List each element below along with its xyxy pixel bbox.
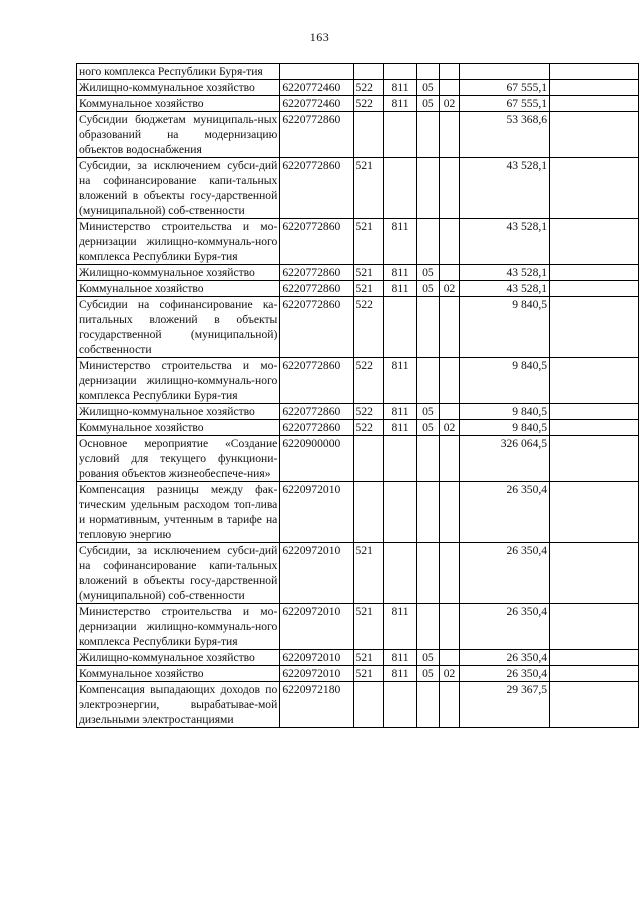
- row-name: Коммунальное хозяйство: [77, 96, 280, 112]
- row-amount: 26 350,4: [460, 482, 550, 543]
- row-code: 6220772860: [280, 404, 353, 420]
- row-expense-type: 522: [353, 420, 383, 436]
- table-row: [77, 650, 639, 666]
- row-code: 6220772460: [280, 80, 353, 96]
- row-subsection: [439, 543, 460, 604]
- row-extra: [550, 604, 639, 650]
- row-subsection: [439, 80, 460, 96]
- row-expense-type: [353, 436, 383, 482]
- row-name: Коммунальное хозяйство: [77, 666, 280, 682]
- row-ministry: 811: [383, 666, 416, 682]
- row-section: 05: [417, 404, 440, 420]
- row-ministry: [383, 112, 416, 158]
- row-subsection: [439, 604, 460, 650]
- row-name: Коммунальное хозяйство: [77, 420, 280, 436]
- row-extra: [550, 404, 639, 420]
- table-row: [77, 96, 639, 112]
- row-extra: [550, 358, 639, 404]
- row-amount: 67 555,1: [460, 80, 550, 96]
- row-section: 05: [417, 420, 440, 436]
- row-expense-type: 522: [353, 404, 383, 420]
- row-section: 05: [417, 80, 440, 96]
- row-ministry: [383, 64, 416, 80]
- row-ministry: [383, 543, 416, 604]
- row-amount: 29 367,5: [460, 682, 550, 728]
- row-section: [417, 604, 440, 650]
- row-code: 6220772860: [280, 420, 353, 436]
- row-code: 6220772860: [280, 219, 353, 265]
- row-code: 6220972010: [280, 604, 353, 650]
- row-section: [417, 297, 440, 358]
- row-ministry: 811: [383, 650, 416, 666]
- row-name: Компенсация разницы между фак-тическим удельным расходом топ-лива и нормативным, учтенным в тарифе на тепловую энергию: [77, 482, 280, 543]
- table-row: [77, 219, 639, 265]
- row-name: Жилищно-коммунальное хозяйство: [77, 650, 280, 666]
- row-ministry: 811: [383, 281, 416, 297]
- row-amount: 9 840,5: [460, 358, 550, 404]
- row-subsection: 02: [439, 666, 460, 682]
- row-subsection: [439, 219, 460, 265]
- row-extra: [550, 666, 639, 682]
- row-code: 6220772460: [280, 96, 353, 112]
- row-expense-type: [353, 112, 383, 158]
- row-subsection: [439, 436, 460, 482]
- table-row: [77, 404, 639, 420]
- row-expense-type: 522: [353, 80, 383, 96]
- row-extra: [550, 281, 639, 297]
- row-section: [417, 682, 440, 728]
- row-extra: [550, 80, 639, 96]
- row-name: Жилищно-коммунальное хозяйство: [77, 80, 280, 96]
- row-name: Субсидии, за исключением субси-дий на софинансирование капи-тальных вложений в объекты госу-дарственной (муниципальной) соб-ственности: [77, 543, 280, 604]
- row-subsection: [439, 358, 460, 404]
- row-amount: 43 528,1: [460, 281, 550, 297]
- row-extra: [550, 682, 639, 728]
- row-name: Жилищно-коммунальное хозяйство: [77, 265, 280, 281]
- row-name: Основное мероприятие «Создание условий для текущего функциони-рования объектов жизнеобеспече-ния»: [77, 436, 280, 482]
- row-ministry: 811: [383, 358, 416, 404]
- row-name: Министерство строительства и мо-дернизации жилищно-коммуналь-ного комплекса Республики Буря-тия: [77, 219, 280, 265]
- row-extra: [550, 297, 639, 358]
- row-extra: [550, 650, 639, 666]
- row-extra: [550, 96, 639, 112]
- row-amount: 26 350,4: [460, 666, 550, 682]
- row-amount: 43 528,1: [460, 158, 550, 219]
- row-amount: 9 840,5: [460, 297, 550, 358]
- row-section: [417, 358, 440, 404]
- table-row: [77, 80, 639, 96]
- row-code: 6220972010: [280, 482, 353, 543]
- row-code: 6220772860: [280, 158, 353, 219]
- row-ministry: [383, 682, 416, 728]
- row-section: [417, 482, 440, 543]
- row-amount: 326 064,5: [460, 436, 550, 482]
- row-expense-type: 521: [353, 666, 383, 682]
- row-ministry: 811: [383, 604, 416, 650]
- page-number: 163: [309, 30, 330, 44]
- row-section: [417, 543, 440, 604]
- row-code: 6220900000: [280, 436, 353, 482]
- row-amount: 26 350,4: [460, 650, 550, 666]
- row-code: [280, 64, 353, 80]
- row-extra: [550, 64, 639, 80]
- row-section: [417, 112, 440, 158]
- row-name: Субсидии бюджетам муниципаль-ных образований на модернизацию объектов водоснабжения: [77, 112, 280, 158]
- row-code: 6220772860: [280, 265, 353, 281]
- row-name: ного комплекса Республики Буря-тия: [77, 64, 280, 80]
- row-ministry: [383, 158, 416, 219]
- row-expense-type: 522: [353, 96, 383, 112]
- table-row: [77, 112, 639, 158]
- row-ministry: 811: [383, 420, 416, 436]
- row-name: Компенсация выпадающих доходов по электроэнергии, вырабатывае-мой дизельными электростанциями: [77, 682, 280, 728]
- table-row: [77, 265, 639, 281]
- row-code: 6220972180: [280, 682, 353, 728]
- row-ministry: 811: [383, 96, 416, 112]
- row-amount: 43 528,1: [460, 219, 550, 265]
- table-row: [77, 436, 639, 482]
- row-expense-type: [353, 64, 383, 80]
- row-ministry: [383, 436, 416, 482]
- row-code: 6220772860: [280, 297, 353, 358]
- row-extra: [550, 543, 639, 604]
- row-name: Коммунальное хозяйство: [77, 281, 280, 297]
- row-amount: 26 350,4: [460, 604, 550, 650]
- row-name: Жилищно-коммунальное хозяйство: [77, 404, 280, 420]
- row-subsection: [439, 112, 460, 158]
- row-expense-type: [353, 482, 383, 543]
- row-subsection: [439, 482, 460, 543]
- row-section: [417, 158, 440, 219]
- row-amount: [460, 64, 550, 80]
- row-expense-type: 521: [353, 219, 383, 265]
- row-code: 6220972010: [280, 666, 353, 682]
- row-expense-type: 522: [353, 297, 383, 358]
- row-expense-type: 521: [353, 265, 383, 281]
- row-subsection: [439, 297, 460, 358]
- row-section: 05: [417, 96, 440, 112]
- row-subsection: 02: [439, 281, 460, 297]
- budget-table-body: [77, 64, 639, 728]
- table-row: [77, 297, 639, 358]
- table-row: [77, 64, 639, 80]
- row-expense-type: 522: [353, 358, 383, 404]
- table-row: [77, 420, 639, 436]
- row-extra: [550, 482, 639, 543]
- row-subsection: [439, 64, 460, 80]
- row-code: 6220972010: [280, 543, 353, 604]
- row-name: Министерство строительства и мо-дернизации жилищно-коммуналь-ного комплекса Республики Буря-тия: [77, 604, 280, 650]
- row-name: Министерство строительства и мо-дернизации жилищно-коммуналь-ного комплекса Республики Буря-тия: [77, 358, 280, 404]
- row-section: 05: [417, 265, 440, 281]
- table-row: [77, 158, 639, 219]
- row-subsection: [439, 650, 460, 666]
- row-subsection: 02: [439, 96, 460, 112]
- row-amount: 9 840,5: [460, 404, 550, 420]
- row-code: 6220772860: [280, 112, 353, 158]
- row-expense-type: 521: [353, 650, 383, 666]
- row-extra: [550, 219, 639, 265]
- table-row: [77, 281, 639, 297]
- row-ministry: [383, 482, 416, 543]
- table-row: [77, 604, 639, 650]
- row-name: Субсидии на софинансирование ка-питальных вложений в объекты государственной (муниципальной) собственности: [77, 297, 280, 358]
- row-extra: [550, 112, 639, 158]
- row-expense-type: [353, 682, 383, 728]
- row-extra: [550, 420, 639, 436]
- row-subsection: [439, 158, 460, 219]
- row-ministry: 811: [383, 404, 416, 420]
- row-section: [417, 64, 440, 80]
- row-subsection: [439, 265, 460, 281]
- row-code: 6220772860: [280, 358, 353, 404]
- row-section: 05: [417, 650, 440, 666]
- row-amount: 67 555,1: [460, 96, 550, 112]
- row-amount: 26 350,4: [460, 543, 550, 604]
- row-code: 6220772860: [280, 281, 353, 297]
- row-ministry: [383, 297, 416, 358]
- row-amount: 53 368,6: [460, 112, 550, 158]
- row-extra: [550, 158, 639, 219]
- row-section: 05: [417, 666, 440, 682]
- row-subsection: [439, 682, 460, 728]
- table-row: [77, 682, 639, 728]
- row-amount: 43 528,1: [460, 265, 550, 281]
- row-code: 6220972010: [280, 650, 353, 666]
- row-section: 05: [417, 281, 440, 297]
- row-expense-type: 521: [353, 158, 383, 219]
- row-amount: 9 840,5: [460, 420, 550, 436]
- row-subsection: [439, 404, 460, 420]
- row-section: [417, 219, 440, 265]
- row-ministry: 811: [383, 80, 416, 96]
- table-row: [77, 543, 639, 604]
- row-expense-type: 521: [353, 604, 383, 650]
- row-section: [417, 436, 440, 482]
- budget-table: [76, 63, 639, 728]
- row-name: Субсидии, за исключением субси-дий на софинансирование капи-тальных вложений в объекты госу-дарственной (муниципальной) соб-ственности: [77, 158, 280, 219]
- row-ministry: 811: [383, 219, 416, 265]
- row-expense-type: 521: [353, 281, 383, 297]
- row-ministry: 811: [383, 265, 416, 281]
- table-row: [77, 482, 639, 543]
- row-subsection: 02: [439, 420, 460, 436]
- row-extra: [550, 265, 639, 281]
- table-row: [77, 358, 639, 404]
- table-row: [77, 666, 639, 682]
- row-extra: [550, 436, 639, 482]
- row-expense-type: 521: [353, 543, 383, 604]
